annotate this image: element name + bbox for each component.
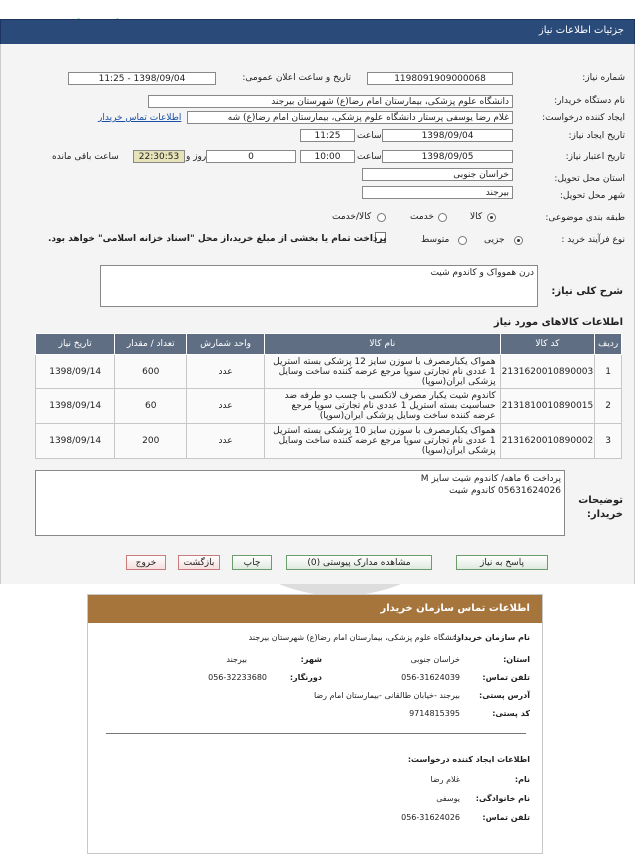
row-no: 3 bbox=[595, 424, 622, 459]
title-bar bbox=[0, 19, 635, 45]
category-radio-service[interactable] bbox=[438, 213, 447, 222]
item-qty: 600 bbox=[115, 355, 187, 389]
city-label: شهر محل تحویل: bbox=[559, 191, 625, 201]
item-code: 2131810010890015 bbox=[500, 389, 595, 424]
creator-name-label: نام: bbox=[514, 775, 530, 784]
header-name: نام کالا bbox=[265, 334, 501, 355]
contact-org-label: نام سازمان خریدار: bbox=[453, 633, 530, 642]
item-unit: عدد bbox=[187, 424, 265, 459]
process-radio-medium[interactable] bbox=[458, 236, 467, 245]
need-number-label: شماره نیاز: bbox=[582, 73, 625, 83]
creator-section-title: اطلاعات ایجاد کننده درخواست: bbox=[407, 755, 530, 764]
category-label: طبقه بندی موضوعی: bbox=[545, 213, 625, 223]
description-box: درن هموواک و کاندوم شیت bbox=[100, 265, 538, 307]
items-table bbox=[35, 333, 622, 459]
description-label: شرح کلی نیاز: bbox=[551, 286, 623, 297]
creator-phone-label: تلفن تماس: bbox=[482, 813, 530, 822]
item-date: 1398/09/14 bbox=[36, 424, 115, 459]
table-row bbox=[36, 389, 622, 424]
contact-header bbox=[88, 595, 542, 623]
announce-field: 1398/09/04 - 11:25 bbox=[68, 72, 216, 85]
item-name: همواک یکبارمصرف با سوزن سایز 12 پزشکی بسته استریل 1 عددی نام تجارتی سوپا مرجع عرضه کننده ساخت وسایل پزشکی ایران(سوپا) bbox=[265, 355, 501, 389]
item-date: 1398/09/14 bbox=[36, 355, 115, 389]
buyer-notes-box bbox=[35, 470, 565, 536]
category-option-both: کالا/خدمت bbox=[332, 212, 372, 222]
header-code: کد کالا bbox=[500, 334, 595, 355]
item-date: 1398/09/14 bbox=[36, 389, 115, 424]
buyer-notes-line-2: 05631624026 کاندوم شیت bbox=[449, 486, 561, 496]
contact-org: دانشگاه علوم پزشکی، بیمارستان امام رضا(ع) شهرستان بیرجند bbox=[248, 633, 460, 642]
contact-fax: 056-32233680 bbox=[208, 673, 267, 682]
creator-family-label: نام خانوادگی: bbox=[475, 794, 530, 803]
contact-postal-label: کد پستی: bbox=[492, 709, 530, 718]
item-qty: 60 bbox=[115, 389, 187, 424]
remaining-label: ساعت باقی مانده bbox=[52, 152, 119, 162]
item-unit: عدد bbox=[187, 389, 265, 424]
contact-province: خراسان جنوبی bbox=[410, 655, 460, 664]
buyer-notes-label: توضیحات خریدار: bbox=[578, 495, 623, 520]
creator-family: یوسفی bbox=[436, 794, 460, 803]
creator-label: ایجاد کننده درخواست: bbox=[542, 113, 625, 123]
buyer-org-field: دانشگاه علوم پزشکی، بیمارستان امام رضا(ع) شهرستان بیرجند bbox=[148, 95, 513, 108]
contact-phone: 056-31624039 bbox=[401, 673, 460, 682]
header-row-no: ردیف bbox=[595, 334, 622, 355]
header-qty: تعداد / مقدار bbox=[115, 334, 187, 355]
row-no: 1 bbox=[595, 355, 622, 389]
payment-note: پرداخت تمام یا بخشی از مبلغ خرید،از محل "اسناد خزانه اسلامی" خواهد بود. bbox=[48, 234, 387, 244]
contact-province-label: استان: bbox=[503, 655, 530, 664]
header-date: تاریخ نیاز bbox=[36, 334, 115, 355]
contact-fax-label: دورنگار: bbox=[289, 673, 322, 682]
process-radio-minor[interactable] bbox=[514, 236, 523, 245]
category-option-service: خدمت bbox=[410, 212, 434, 222]
process-option-medium: متوسط bbox=[421, 235, 450, 245]
items-header-row bbox=[36, 334, 622, 355]
page-title: جزئیات اطلاعات نیاز bbox=[538, 25, 624, 36]
back-button[interactable]: بازگشت bbox=[178, 555, 220, 570]
process-option-minor: جزیی bbox=[484, 235, 505, 245]
header-unit: واحد شمارش bbox=[187, 334, 265, 355]
valid-time-field: 10:00 bbox=[300, 150, 355, 163]
category-radio-both[interactable] bbox=[377, 213, 386, 222]
create-time-field: 11:25 bbox=[300, 129, 355, 142]
valid-date-label: تاریخ اعتبار نیاز: bbox=[565, 152, 625, 162]
contact-city: بیرجند bbox=[226, 655, 247, 664]
announce-label: تاریخ و ساعت اعلان عمومی: bbox=[242, 73, 351, 83]
contact-title: اطلاعات تماس سازمان خریدار bbox=[380, 603, 530, 614]
create-time-label: ساعت bbox=[357, 131, 382, 141]
days-field: 0 bbox=[206, 150, 296, 163]
item-qty: 200 bbox=[115, 424, 187, 459]
contact-postal: 9714815395 bbox=[409, 709, 460, 718]
category-radio-goods[interactable] bbox=[487, 213, 496, 222]
item-unit: عدد bbox=[187, 355, 265, 389]
contact-phone-label: تلفن تماس: bbox=[482, 673, 530, 682]
contact-card bbox=[87, 594, 543, 854]
creator-phone: 056-31624026 bbox=[401, 813, 460, 822]
contact-address-label: آدرس پستی: bbox=[479, 691, 530, 700]
valid-time-label: ساعت bbox=[357, 152, 382, 162]
create-date-label: تاریخ ایجاد نیاز: bbox=[568, 131, 625, 141]
contact-divider bbox=[106, 733, 526, 734]
category-option-goods: کالا bbox=[470, 212, 483, 222]
item-name: همواک یکبارمصرف با سوزن سایز 10 پزشکی بسته استریل 1 عددی نام تجارتی سوپا مرجع عرضه کننده ساخت وسایل پزشکی ایران(سوپا) bbox=[265, 424, 501, 459]
buyer-notes-line-1: پرداخت 6 ماهه/ کاندوم شیت سایز M bbox=[420, 474, 561, 484]
attachments-button[interactable]: مشاهده مدارک پیوستی (0) bbox=[286, 555, 432, 570]
print-button[interactable]: چاپ bbox=[232, 555, 272, 570]
reply-button[interactable]: پاسخ به نیاز bbox=[456, 555, 548, 570]
province-field: خراسان جنوبی bbox=[362, 168, 513, 181]
exit-button[interactable]: خروج bbox=[126, 555, 166, 570]
buyer-contact-link[interactable]: اطلاعات تماس خریدار bbox=[98, 113, 182, 123]
contact-address: بیرجند -خیابان طالقانی -بیمارستان امام رضا bbox=[313, 691, 460, 700]
item-code: 2131620010890003 bbox=[500, 355, 595, 389]
days-label: روز و bbox=[186, 152, 207, 162]
remaining-time-field: 22:30:53 bbox=[133, 150, 185, 163]
creator-name: غلام رضا bbox=[430, 775, 460, 784]
need-number-field: 1198091909000068 bbox=[367, 72, 513, 85]
creator-field: غلام رضا یوسفی پرستار دانشگاه علوم پزشکی، بیمارستان امام رضا(ع) شه bbox=[187, 111, 513, 124]
contact-city-label: شهر: bbox=[300, 655, 322, 664]
create-date-field: 1398/09/04 bbox=[382, 129, 513, 142]
process-label: نوع فرآیند خرید : bbox=[561, 235, 625, 245]
items-title: اطلاعات کالاهای مورد نیاز bbox=[493, 317, 623, 328]
buyer-org-label: نام دستگاه خریدار: bbox=[554, 96, 625, 106]
item-name: کاندوم شیت یکبار مصرف لاتکسی با چسب دو طرفه ضد حساسیت بسته استریل 1 عددی نام تجارتی سوپا مرجع عرضه کننده ساخت وسایل پزشکی ایران(سوپا) bbox=[265, 389, 501, 424]
valid-date-field: 1398/09/05 bbox=[382, 150, 513, 163]
item-code: 2131620010890002 bbox=[500, 424, 595, 459]
city-field: بیرجند bbox=[362, 186, 513, 199]
table-row bbox=[36, 355, 622, 389]
province-label: استان محل تحویل: bbox=[554, 174, 625, 184]
table-row bbox=[36, 424, 622, 459]
row-no: 2 bbox=[595, 389, 622, 424]
